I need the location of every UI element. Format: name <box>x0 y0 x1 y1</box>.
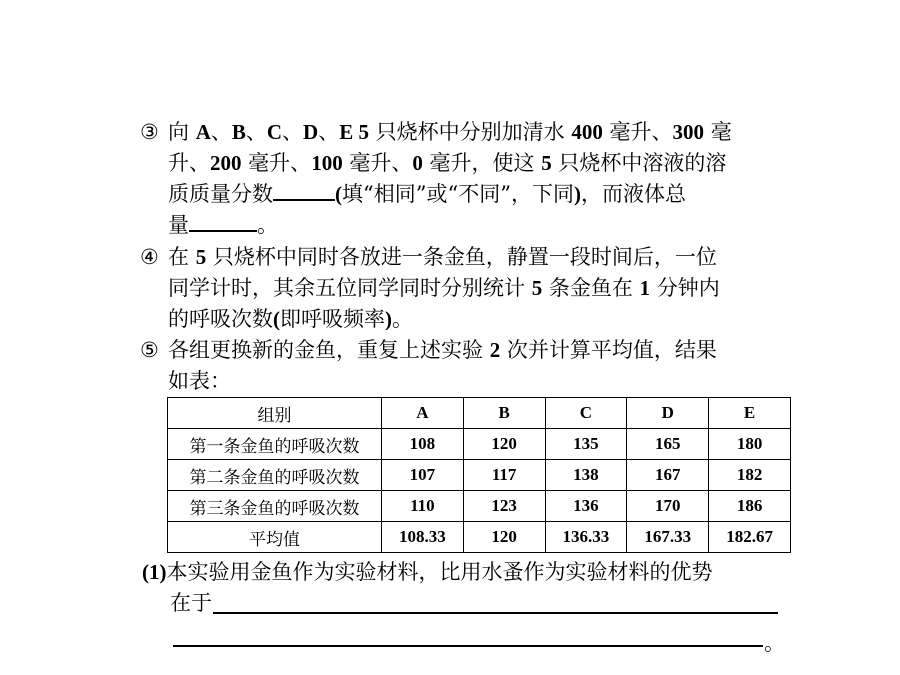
table-cell: 165 <box>627 429 709 460</box>
step-3-line-2: 升、200 毫升、100 毫升、0 毫升，使这 5 只烧杯中溶液的溶 <box>168 151 727 175</box>
step-5-number: ⑤ <box>140 338 159 362</box>
table-row-label: 第三条金鱼的呼吸次数 <box>168 491 382 522</box>
table-cell: 135 <box>545 429 627 460</box>
table-row-label: 平均值 <box>168 522 382 553</box>
table-header-cell: C <box>545 398 627 429</box>
step-4-line-1: ④ 在 5 只烧杯中同时各放进一条金鱼，静置一段时间后，一位 <box>140 242 790 273</box>
table-header-cell: E <box>709 398 791 429</box>
table-cell: 180 <box>709 429 791 460</box>
table-row-label: 第二条金鱼的呼吸次数 <box>168 460 382 491</box>
answer-end-period: 。 <box>764 631 785 655</box>
table-cell: 117 <box>463 460 545 491</box>
step-3-number: ③ <box>140 120 159 144</box>
table-cell: 108.33 <box>381 522 463 553</box>
table-header-cell: B <box>463 398 545 429</box>
step-4-line-2: 同学计时，其余五位同学同时分别统计 5 条金鱼在 1 分钟内 <box>168 276 720 300</box>
table-cell: 107 <box>381 460 463 491</box>
table-header-cell: A <box>381 398 463 429</box>
table-cell: 167 <box>627 460 709 491</box>
table-header-row <box>168 398 791 429</box>
table-cell: 186 <box>709 491 791 522</box>
answer-blank-concentration[interactable] <box>273 181 335 201</box>
table-cell: 138 <box>545 460 627 491</box>
table-cell: 136 <box>545 491 627 522</box>
question-1 <box>142 557 792 619</box>
step-4-paragraph <box>140 242 790 335</box>
table-header-cell: 组别 <box>168 398 382 429</box>
table-cell: 167.33 <box>627 522 709 553</box>
table-cell: 120 <box>463 522 545 553</box>
step-4-line-3: 的呼吸次数(即呼吸频率)。 <box>168 307 413 331</box>
step-5-line-2: 如表： <box>168 369 231 393</box>
table-header-cell: D <box>627 398 709 429</box>
table-cell: 182.67 <box>709 522 791 553</box>
answer-blank-volume[interactable] <box>189 212 257 232</box>
answer-line-2[interactable] <box>173 645 763 647</box>
table-row-average <box>168 522 791 553</box>
question-1-number: (1) <box>142 560 167 584</box>
table-row <box>168 491 791 522</box>
table-cell: 108 <box>381 429 463 460</box>
step-3-paragraph <box>140 117 790 241</box>
step-3-line-3: 质质量分数 (填“相同”或“不同”，下同)，而液体总 <box>168 182 686 206</box>
step-3-line-4: 量 。 <box>168 213 278 237</box>
table-row <box>168 429 791 460</box>
step-5-paragraph <box>140 335 790 397</box>
step-5-line-1: ⑤ 各组更换新的金鱼，重复上述实验 2 次并计算平均值，结果 <box>140 335 790 366</box>
table-cell: 136.33 <box>545 522 627 553</box>
table-row <box>168 460 791 491</box>
table-cell: 120 <box>463 429 545 460</box>
table-cell: 170 <box>627 491 709 522</box>
respiration-table <box>167 397 791 553</box>
step-3-line-1: ③ 向 A、B、C、D、E 5 只烧杯中分别加清水 400 毫升、300 毫 <box>140 117 790 148</box>
table-cell: 110 <box>381 491 463 522</box>
table-cell: 182 <box>709 460 791 491</box>
question-1-line-2: 在于 <box>170 591 212 615</box>
question-1-line-1: (1)本实验用金鱼作为实验材料，比用水蚤作为实验材料的优势 <box>142 560 713 584</box>
table-cell: 123 <box>463 491 545 522</box>
table-row-label: 第一条金鱼的呼吸次数 <box>168 429 382 460</box>
step-4-number: ④ <box>140 245 159 269</box>
answer-line-1[interactable] <box>213 612 778 614</box>
